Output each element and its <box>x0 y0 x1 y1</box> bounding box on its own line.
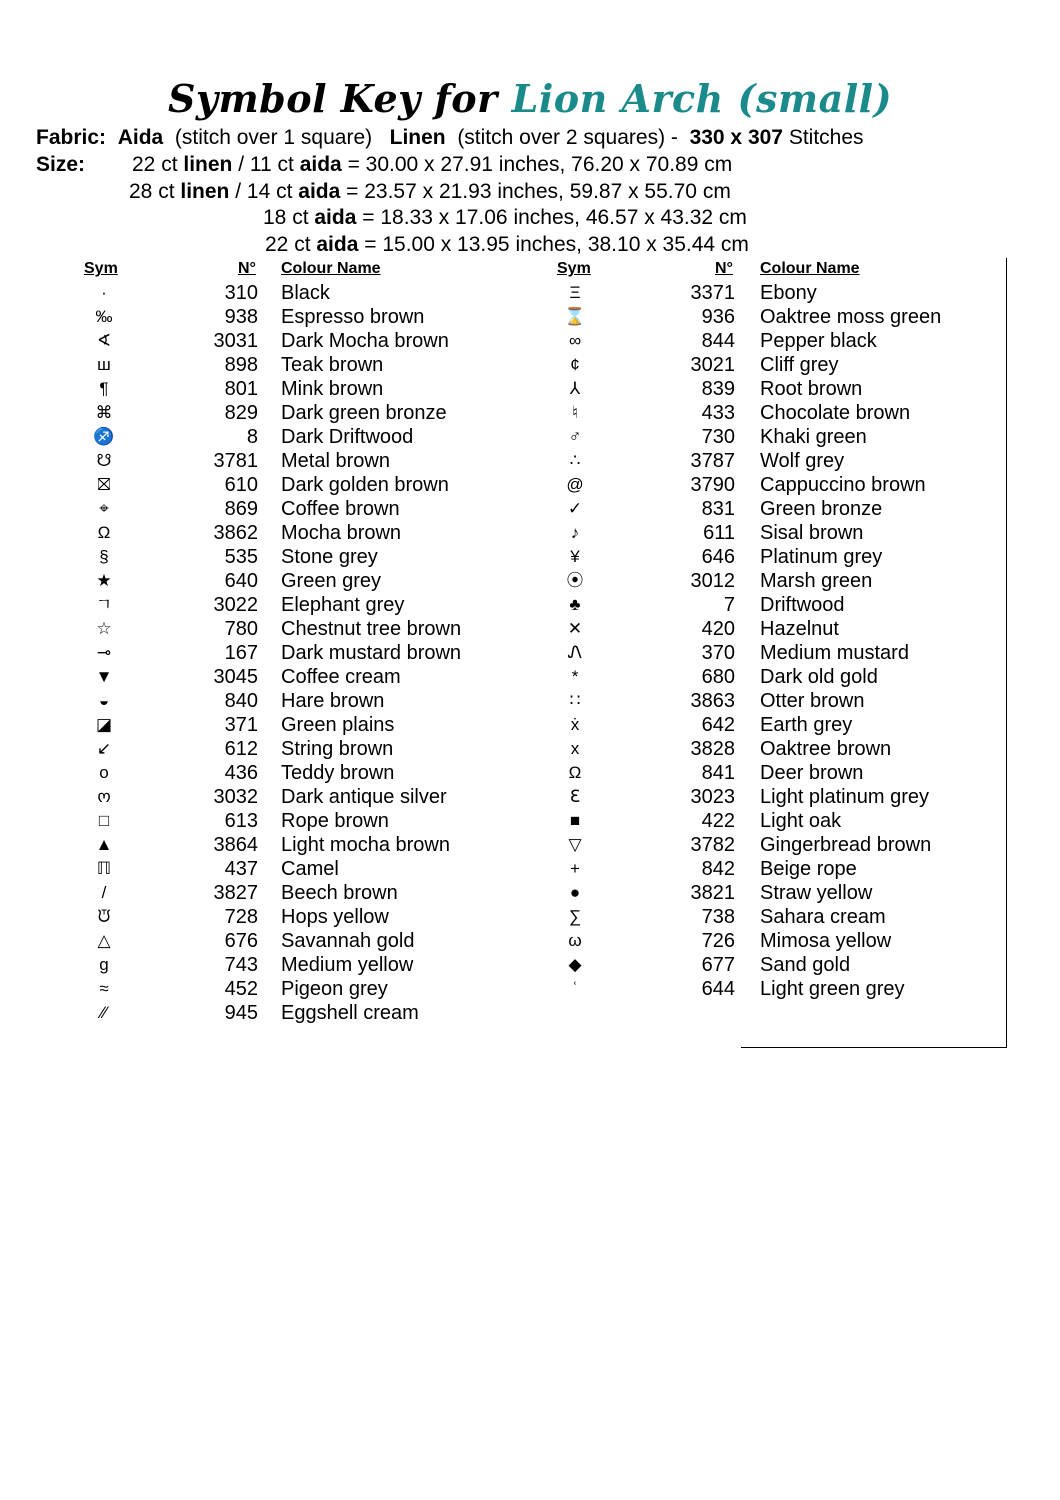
symbol-glyph: ʿ <box>572 979 578 998</box>
colour-name: Oaktree moss green <box>760 306 942 328</box>
colour-number: 842 <box>701 858 735 880</box>
symbol-glyph: ⌖ <box>99 499 109 518</box>
symbol-glyph: ◒ <box>98 691 110 710</box>
colour-name: Sand gold <box>760 954 851 976</box>
colour-name: String brown <box>281 738 394 760</box>
symbol-glyph: ∢ <box>96 331 112 350</box>
colour-number: 535 <box>224 546 258 568</box>
colour-number: 613 <box>224 810 258 832</box>
symbol-glyph: ⌘ <box>95 403 113 422</box>
colour-number: 3781 <box>213 450 258 472</box>
symbol-glyph: ¥ <box>570 547 580 566</box>
colour-number: 3032 <box>213 786 258 808</box>
colour-number: 452 <box>224 978 258 1000</box>
symbol-glyph: Ꮑ <box>567 643 583 662</box>
colour-number: 3031 <box>213 330 258 352</box>
colour-number: 841 <box>701 762 735 784</box>
colour-name: Green grey <box>281 570 382 592</box>
symbol-glyph: ⅄ <box>569 379 581 398</box>
symbol-glyph: @ <box>566 475 584 494</box>
colour-number: 610 <box>224 474 258 496</box>
colour-name: Sahara cream <box>760 906 886 928</box>
header-sym-left: Sym <box>84 260 118 277</box>
colour-number: 371 <box>224 714 258 736</box>
colour-name: Medium mustard <box>760 642 909 664</box>
symbol-glyph: ẋ <box>570 715 580 734</box>
title-prefix: Symbol Key for <box>167 76 498 121</box>
colour-name: Chocolate brown <box>760 402 911 424</box>
colour-name: Stone grey <box>281 546 378 568</box>
colour-number: 839 <box>701 378 735 400</box>
colour-name: Dark Mocha brown <box>281 330 449 352</box>
colour-number: 422 <box>701 810 735 832</box>
colour-number: 726 <box>701 930 735 952</box>
symbol-glyph: ⁄⁄ <box>101 1003 107 1022</box>
symbol-glyph: ◪ <box>95 715 113 734</box>
symbol-glyph: · <box>101 283 107 302</box>
symbol-glyph: ♪ <box>570 523 580 542</box>
colour-name: Coffee cream <box>281 666 401 688</box>
symbol-glyph: ¶ <box>99 379 109 398</box>
symbol-glyph: Ω <box>568 763 582 782</box>
colour-name: Ebony <box>760 282 817 304</box>
colour-number: 611 <box>703 522 735 544</box>
colour-number: 3827 <box>213 882 258 904</box>
symbol-glyph: ♐ <box>93 427 115 446</box>
colour-name: Light mocha brown <box>281 834 450 856</box>
symbol-glyph: ⌛ <box>564 307 586 326</box>
colour-number: 3023 <box>690 786 735 808</box>
colour-number: 869 <box>224 498 258 520</box>
symbol-glyph: Ω <box>97 523 111 542</box>
colour-name: Hare brown <box>281 690 385 712</box>
colour-number: 7 <box>723 594 735 616</box>
colour-name: Light platinum grey <box>760 786 929 808</box>
symbol-glyph: ㄱ <box>95 595 113 614</box>
colour-number: 3021 <box>690 354 735 376</box>
colour-name: Gingerbread brown <box>760 834 932 856</box>
colour-name: Wolf grey <box>760 450 845 472</box>
symbol-glyph: ℇ <box>569 787 581 806</box>
colour-name: Dark golden brown <box>281 474 449 496</box>
symbol-glyph: ■ <box>569 811 581 830</box>
colour-number: 728 <box>224 906 258 928</box>
symbol-glyph: ☆ <box>96 619 112 638</box>
fabric-linen-note: (stitch over 2 squares) - <box>457 126 678 149</box>
symbol-glyph: Ξ <box>569 283 581 302</box>
symbol-glyph: ↙ <box>96 739 112 758</box>
colour-number: 3863 <box>690 690 735 712</box>
colour-number: 3782 <box>690 834 735 856</box>
colour-number: 370 <box>701 642 735 664</box>
colour-number: 680 <box>701 666 735 688</box>
colour-name: Straw yellow <box>760 882 873 904</box>
header-name-left: Colour Name <box>281 260 381 277</box>
colour-name: Light green grey <box>760 978 905 1000</box>
symbol-glyph: ¢ <box>570 355 580 374</box>
symbol-glyph: ♂ <box>568 427 582 446</box>
colour-name: Green plains <box>281 714 395 736</box>
colour-number: 844 <box>701 330 735 352</box>
size-line-3: 18 ct aida = 18.33 x 17.06 inches, 46.57 x 43.32 cm <box>263 206 747 229</box>
symbol-glyph: ◆ <box>568 955 582 974</box>
symbol-glyph: ∴ <box>569 451 581 470</box>
bottom-border-line <box>741 1047 1007 1048</box>
colour-name: Beige rope <box>760 858 857 880</box>
symbol-glyph: ▽ <box>568 835 582 854</box>
symbol-glyph: ო <box>97 787 111 806</box>
colour-name: Dark mustard brown <box>281 642 462 664</box>
colour-number: 3045 <box>213 666 258 688</box>
colour-number: 829 <box>224 402 258 424</box>
fabric-aida: Aida <box>117 126 164 149</box>
symbol-glyph: o <box>99 763 109 782</box>
symbol-glyph: * <box>571 667 579 686</box>
colour-name: Pepper black <box>760 330 877 352</box>
colour-name: Oaktree brown <box>760 738 892 760</box>
colour-name: Cappuccino brown <box>760 474 926 496</box>
colour-number: 3787 <box>690 450 735 472</box>
symbol-glyph: ∞ <box>568 331 582 350</box>
colour-name: Medium yellow <box>281 954 414 976</box>
symbol-glyph: ✓ <box>567 499 583 518</box>
colour-number: 945 <box>224 1002 258 1024</box>
size-line-4: 22 ct aida = 15.00 x 13.95 inches, 38.10 x 35.44 cm <box>265 233 749 256</box>
colour-number: 780 <box>224 618 258 640</box>
colour-number: 840 <box>224 690 258 712</box>
colour-name: Eggshell cream <box>281 1002 419 1024</box>
colour-name: Teddy brown <box>281 762 395 784</box>
colour-number: 436 <box>224 762 258 784</box>
colour-number: 3864 <box>213 834 258 856</box>
symbol-glyph: ▼ <box>95 667 113 686</box>
fabric-aida-note: (stitch over 1 square) <box>174 126 373 149</box>
size-line-2: 28 ct linen / 14 ct aida = 23.57 x 21.93 inches, 59.87 x 55.70 cm <box>129 180 731 203</box>
symbol-glyph: ☋ <box>96 451 112 470</box>
colour-name: Green bronze <box>760 498 883 520</box>
colour-name: Cliff grey <box>760 354 839 376</box>
colour-name: Root brown <box>760 378 863 400</box>
colour-name: Teak brown <box>281 354 384 376</box>
colour-number: 644 <box>701 978 735 1000</box>
colour-name: Mocha brown <box>281 522 402 544</box>
symbol-glyph: g <box>99 955 109 974</box>
colour-name: Dark old gold <box>760 666 878 688</box>
symbol-glyph: § <box>99 547 109 566</box>
colour-number: 831 <box>701 498 735 520</box>
colour-name: Elephant grey <box>281 594 405 616</box>
symbol-glyph: ♮ <box>571 403 579 422</box>
colour-name: Light oak <box>760 810 842 832</box>
stitch-count: 330 x 307 <box>689 126 783 149</box>
colour-name: Dark Driftwood <box>281 426 414 448</box>
colour-name: Dark green bronze <box>281 402 447 424</box>
symbol-glyph: ★ <box>96 571 112 590</box>
symbol-glyph: x <box>570 739 580 758</box>
colour-number: 3790 <box>690 474 735 496</box>
symbol-glyph: ▲ <box>95 835 113 854</box>
symbol-glyph: □ <box>98 811 110 830</box>
symbol-glyph: ‰ <box>95 307 113 326</box>
colour-name: Black <box>281 282 330 304</box>
header-name-right: Colour Name <box>760 260 860 277</box>
symbol-glyph: ω <box>568 931 582 950</box>
colour-name: Metal brown <box>281 450 390 472</box>
colour-name: Espresso brown <box>281 306 425 328</box>
colour-name: Dark antique silver <box>281 786 447 808</box>
symbol-glyph: ⊸ <box>96 643 112 662</box>
symbol-glyph: ⛝ <box>97 475 111 494</box>
fabric-linen: Linen <box>389 126 446 149</box>
symbol-glyph: ш <box>97 355 111 374</box>
colour-number: 167 <box>224 642 258 664</box>
colour-number: 3821 <box>690 882 735 904</box>
colour-name: Khaki green <box>760 426 867 448</box>
symbol-glyph: + <box>570 859 580 878</box>
colour-name: Hops yellow <box>281 906 389 928</box>
colour-name: Mink brown <box>281 378 384 400</box>
size-line-1: 22 ct linen / 11 ct aida = 30.00 x 27.91 inches, 76.20 x 70.89 cm <box>132 153 733 176</box>
colour-number: 730 <box>701 426 735 448</box>
colour-number: 640 <box>224 570 258 592</box>
colour-number: 3862 <box>213 522 258 544</box>
colour-number: 936 <box>701 306 735 328</box>
colour-number: 437 <box>224 858 258 880</box>
colour-name: Deer brown <box>760 762 864 784</box>
symbol-glyph: ᙈ <box>97 907 111 926</box>
colour-name: Rope brown <box>281 810 389 832</box>
symbol-glyph: ℿ <box>96 859 112 878</box>
colour-name: Beech brown <box>281 882 398 904</box>
symbol-glyph: ♣ <box>569 595 581 614</box>
colour-name: Platinum grey <box>760 546 883 568</box>
colour-name: Mimosa yellow <box>760 930 892 952</box>
colour-number: 3022 <box>213 594 258 616</box>
colour-number: 642 <box>701 714 735 736</box>
symbol-glyph: / <box>101 883 107 902</box>
colour-number: 738 <box>701 906 735 928</box>
colour-name: Camel <box>281 858 339 880</box>
symbol-glyph: ∑ <box>568 907 582 926</box>
colour-number: 646 <box>701 546 735 568</box>
fabric-line <box>36 126 864 150</box>
symbol-glyph: ⦿ <box>566 571 584 590</box>
colour-number: 801 <box>224 378 258 400</box>
colour-number: 612 <box>224 738 258 760</box>
colour-number: 310 <box>224 282 258 304</box>
stitch-word: Stitches <box>788 126 864 149</box>
colour-number: 3371 <box>690 282 735 304</box>
colour-number: 3828 <box>690 738 735 760</box>
colour-number: 433 <box>701 402 735 424</box>
header-num-left: N° <box>238 260 256 277</box>
colour-name: Earth grey <box>760 714 853 736</box>
colour-name: Chestnut tree brown <box>281 618 462 640</box>
colour-number: 3012 <box>690 570 735 592</box>
colour-name: Sisal brown <box>760 522 864 544</box>
colour-name: Pigeon grey <box>281 978 388 1000</box>
colour-name: Otter brown <box>760 690 865 712</box>
colour-number: 938 <box>224 306 258 328</box>
symbol-glyph: ≈ <box>99 979 109 998</box>
colour-number: 898 <box>224 354 258 376</box>
colour-number: 8 <box>246 426 258 448</box>
pattern-name: Lion Arch (small) <box>511 76 893 121</box>
symbol-glyph: △ <box>97 931 111 950</box>
right-border-line <box>1006 258 1007 1048</box>
page-title <box>0 76 1060 121</box>
header-sym-right: Sym <box>557 260 591 277</box>
symbol-glyph: ∷ <box>569 691 581 710</box>
colour-number: 677 <box>701 954 735 976</box>
colour-name: Savannah gold <box>281 930 415 952</box>
colour-name: Hazelnut <box>760 618 839 640</box>
fabric-label: Fabric: <box>36 126 107 149</box>
colour-name: Coffee brown <box>281 498 400 520</box>
header-num-right: N° <box>715 260 733 277</box>
size-label: Size: <box>36 153 86 176</box>
colour-number: 676 <box>224 930 258 952</box>
symbol-glyph: ✕ <box>567 619 583 638</box>
colour-name: Marsh green <box>760 570 873 592</box>
symbol-glyph: ● <box>569 883 581 902</box>
colour-number: 743 <box>224 954 258 976</box>
colour-name: Driftwood <box>760 594 845 616</box>
colour-number: 420 <box>701 618 735 640</box>
